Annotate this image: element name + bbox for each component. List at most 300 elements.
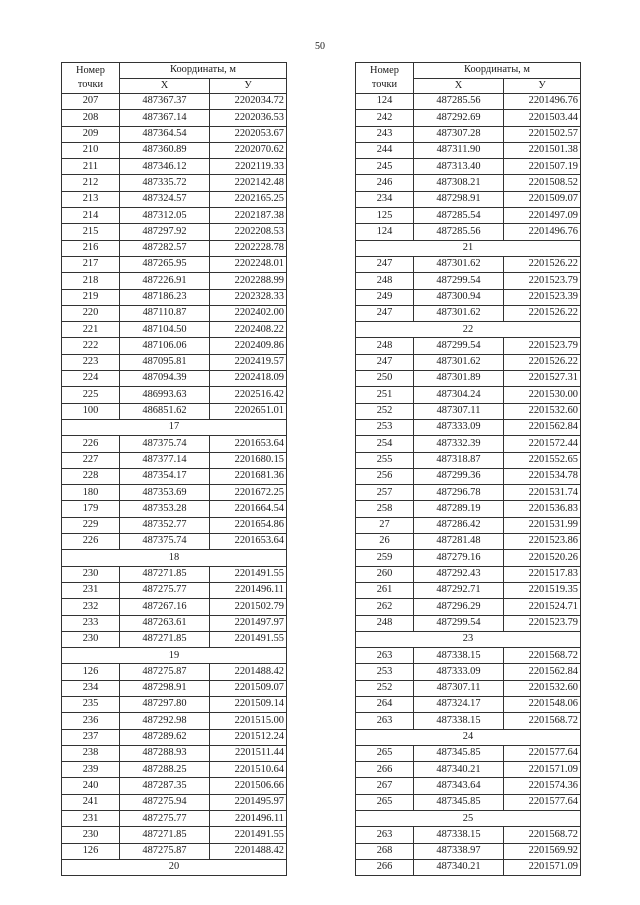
table-row [62, 680, 287, 696]
point-number-header-line1: Номер [76, 64, 105, 76]
x-coordinate-cell: 487307.28 [414, 126, 504, 142]
table-row [356, 615, 581, 631]
point-number-cell: 124 [356, 94, 414, 110]
point-number-cell: 239 [62, 762, 120, 778]
point-number-cell: 263 [356, 713, 414, 729]
group-header-row [62, 550, 287, 566]
point-number-cell: 267 [356, 778, 414, 794]
table-row [62, 322, 287, 338]
x-coordinate-cell: 487353.28 [120, 501, 210, 517]
point-number-header-line2: точки [77, 79, 104, 90]
y-coordinate-cell: 2201497.97 [210, 615, 287, 631]
x-coordinate-cell: 487110.87 [120, 305, 210, 321]
table-row [62, 713, 287, 729]
point-number-cell: 225 [62, 387, 120, 403]
table-row [62, 566, 287, 582]
table-row [356, 256, 581, 272]
y-coordinate-cell: 2201681.36 [210, 468, 287, 484]
x-coordinate-cell: 487343.64 [414, 778, 504, 794]
point-number-cell: 248 [356, 615, 414, 631]
y-coordinate-cell: 2201526.22 [504, 305, 581, 321]
y-coordinate-cell: 2201562.84 [504, 419, 581, 435]
table-row [62, 452, 287, 468]
table-row [62, 599, 287, 615]
y-coordinate-cell: 2201506.66 [210, 778, 287, 794]
point-number-cell: 247 [356, 354, 414, 370]
y-coordinate-cell: 2202034.72 [210, 94, 287, 110]
y-coordinate-cell: 2201572.44 [504, 436, 581, 452]
table-row [62, 159, 287, 175]
group-number: 21 [356, 240, 581, 256]
table-row [356, 191, 581, 207]
group-number: 20 [62, 859, 287, 875]
x-coordinate-cell: 487104.50 [120, 322, 210, 338]
x-coordinate-cell: 487292.69 [414, 110, 504, 126]
x-coordinate-cell: 487338.15 [414, 827, 504, 843]
group-number: 25 [356, 811, 581, 827]
table-row [356, 338, 581, 354]
y-coordinate-cell: 2201519.35 [504, 582, 581, 598]
point-number-cell: 261 [356, 582, 414, 598]
x-coordinate-cell: 487324.57 [120, 191, 210, 207]
x-coordinate-cell: 487377.14 [120, 452, 210, 468]
x-coordinate-cell: 487095.81 [120, 354, 210, 370]
point-number-cell: 234 [356, 191, 414, 207]
point-number-cell: 223 [62, 354, 120, 370]
y-coordinate-cell: 2202402.00 [210, 305, 287, 321]
table-row [62, 256, 287, 272]
x-coordinate-cell: 487313.40 [414, 159, 504, 175]
y-coordinate-cell: 2201680.15 [210, 452, 287, 468]
point-number-cell: 230 [62, 827, 120, 843]
point-number-cell: 207 [62, 94, 120, 110]
y-coordinate-cell: 2201523.79 [504, 615, 581, 631]
x-coordinate-cell: 487289.62 [120, 729, 210, 745]
y-coordinate-cell: 2202142.48 [210, 175, 287, 191]
group-number: 17 [62, 419, 287, 435]
y-coordinate-cell: 2201520.26 [504, 550, 581, 566]
x-coordinate-cell: 487275.87 [120, 664, 210, 680]
x-coordinate-cell: 487271.85 [120, 631, 210, 647]
point-number-cell: 255 [356, 452, 414, 468]
table-row [62, 126, 287, 142]
x-coordinate-cell: 487332.39 [414, 436, 504, 452]
x-coordinate-cell: 487275.94 [120, 794, 210, 810]
x-coordinate-cell: 487311.90 [414, 142, 504, 158]
table-row [62, 811, 287, 827]
y-coordinate-cell: 2201526.22 [504, 256, 581, 272]
point-number-cell: 100 [62, 403, 120, 419]
point-number-header-line1: Номер [370, 64, 399, 76]
point-number-cell: 262 [356, 599, 414, 615]
table-row [356, 126, 581, 142]
x-coordinate-cell: 487292.98 [120, 713, 210, 729]
point-number-cell: 249 [356, 289, 414, 305]
y-coordinate-cell: 2201653.64 [210, 436, 287, 452]
point-number-cell: 215 [62, 224, 120, 240]
x-coordinate-cell: 487307.11 [414, 680, 504, 696]
group-header-row [356, 322, 581, 338]
x-coordinate-cell: 487286.42 [414, 517, 504, 533]
y-coordinate-cell: 2201577.64 [504, 794, 581, 810]
point-number-cell: 256 [356, 468, 414, 484]
point-number-cell: 212 [62, 175, 120, 191]
table-row [62, 289, 287, 305]
table-row [62, 745, 287, 761]
point-number-cell: 126 [62, 843, 120, 859]
y-coordinate-cell: 2201509.14 [210, 696, 287, 712]
x-coordinate-cell: 487186.23 [120, 289, 210, 305]
x-coordinate-cell: 487345.85 [414, 794, 504, 810]
y-coordinate-cell: 2201503.44 [504, 110, 581, 126]
y-coordinate-cell: 2201523.79 [504, 273, 581, 289]
point-number-cell: 217 [62, 256, 120, 272]
coordinates-table-left [61, 62, 287, 876]
group-number: 19 [62, 648, 287, 664]
point-number-cell: 245 [356, 159, 414, 175]
point-number-cell: 259 [356, 550, 414, 566]
point-number-cell: 242 [356, 110, 414, 126]
y-coordinate-cell: 2201496.76 [504, 94, 581, 110]
coordinates-header: Координаты, м [414, 63, 581, 79]
point-number-cell: 237 [62, 729, 120, 745]
group-header-row [356, 631, 581, 647]
y-coordinate-cell: 2201502.57 [504, 126, 581, 142]
point-number-cell: 266 [356, 762, 414, 778]
x-coordinate-cell: 487301.89 [414, 371, 504, 387]
table-row [62, 387, 287, 403]
group-header-row [62, 419, 287, 435]
y-coordinate-cell: 2201653.64 [210, 534, 287, 550]
point-number-cell: 219 [62, 289, 120, 305]
table-row [356, 762, 581, 778]
table-row [356, 273, 581, 289]
point-number-cell: 230 [62, 631, 120, 647]
y-coordinate-cell: 2201501.38 [504, 142, 581, 158]
table-row [62, 371, 287, 387]
y-coordinate-cell: 2201491.55 [210, 827, 287, 843]
point-number-cell: 26 [356, 534, 414, 550]
table-row [356, 696, 581, 712]
point-number-header-line2: точки [371, 79, 398, 90]
y-coordinate-cell: 2201510.64 [210, 762, 287, 778]
point-number-cell: 126 [62, 664, 120, 680]
coordinates-table-right [355, 62, 581, 876]
table-row [356, 859, 581, 875]
group-header-row [356, 811, 581, 827]
point-number-cell: 226 [62, 534, 120, 550]
table-row [62, 501, 287, 517]
y-column-header: У [210, 78, 287, 94]
table-row [62, 403, 287, 419]
group-header-row [356, 240, 581, 256]
y-coordinate-cell: 2201508.52 [504, 175, 581, 191]
table-row [62, 534, 287, 550]
point-number-cell: 213 [62, 191, 120, 207]
y-coordinate-cell: 2201568.72 [504, 713, 581, 729]
table-row [356, 354, 581, 370]
table-row [62, 436, 287, 452]
table-row [62, 338, 287, 354]
x-coordinate-cell: 487298.91 [414, 191, 504, 207]
table-row [356, 778, 581, 794]
table-row [356, 289, 581, 305]
table-row [62, 142, 287, 158]
point-number-cell: 230 [62, 566, 120, 582]
table-row [62, 582, 287, 598]
table-row [62, 762, 287, 778]
y-coordinate-cell: 2202651.01 [210, 403, 287, 419]
x-coordinate-cell: 487279.16 [414, 550, 504, 566]
point-number-cell: 124 [356, 224, 414, 240]
y-coordinate-cell: 2201654.86 [210, 517, 287, 533]
y-coordinate-cell: 2202119.33 [210, 159, 287, 175]
point-number-cell: 244 [356, 142, 414, 158]
group-header-row [62, 859, 287, 875]
table-row [62, 354, 287, 370]
table-row [62, 94, 287, 110]
x-coordinate-cell: 487299.54 [414, 273, 504, 289]
table-row [356, 582, 581, 598]
x-coordinate-cell: 487297.80 [120, 696, 210, 712]
y-coordinate-cell: 2201509.07 [210, 680, 287, 696]
table-row [356, 468, 581, 484]
table-row [356, 794, 581, 810]
table-row [62, 696, 287, 712]
x-coordinate-cell: 487360.89 [120, 142, 210, 158]
y-coordinate-cell: 2201488.42 [210, 664, 287, 680]
y-coordinate-cell: 2201532.60 [504, 680, 581, 696]
y-coordinate-cell: 2202409.86 [210, 338, 287, 354]
table-row [356, 517, 581, 533]
x-coordinate-cell: 486993.63 [120, 387, 210, 403]
table-row [62, 240, 287, 256]
x-coordinate-cell: 487301.62 [414, 354, 504, 370]
point-number-cell: 253 [356, 419, 414, 435]
y-coordinate-cell: 2201531.99 [504, 517, 581, 533]
point-number-header [356, 63, 414, 94]
y-coordinate-cell: 2201491.55 [210, 631, 287, 647]
table-row [356, 94, 581, 110]
x-coordinate-cell: 487338.15 [414, 648, 504, 664]
x-coordinate-cell: 487301.62 [414, 305, 504, 321]
table-row [356, 208, 581, 224]
x-coordinate-cell: 487345.85 [414, 745, 504, 761]
x-coordinate-cell: 487375.74 [120, 436, 210, 452]
x-coordinate-cell: 487296.29 [414, 599, 504, 615]
y-coordinate-cell: 2201571.09 [504, 762, 581, 778]
table-row [356, 664, 581, 680]
table-row [356, 566, 581, 582]
page-number: 50 [315, 41, 325, 52]
x-coordinate-cell: 486851.62 [120, 403, 210, 419]
table-row [356, 843, 581, 859]
y-coordinate-cell: 2201664.54 [210, 501, 287, 517]
table-row [356, 680, 581, 696]
table-row [356, 501, 581, 517]
table-row [62, 224, 287, 240]
x-coordinate-cell: 487340.21 [414, 859, 504, 875]
point-number-cell: 226 [62, 436, 120, 452]
point-number-cell: 260 [356, 566, 414, 582]
point-number-cell: 263 [356, 648, 414, 664]
x-coordinate-cell: 487285.54 [414, 208, 504, 224]
y-coordinate-cell: 2201517.83 [504, 566, 581, 582]
y-coordinate-cell: 2201523.39 [504, 289, 581, 305]
point-number-cell: 224 [62, 371, 120, 387]
x-coordinate-cell: 487333.09 [414, 664, 504, 680]
point-number-cell: 254 [356, 436, 414, 452]
table-row [356, 419, 581, 435]
group-header-row [62, 648, 287, 664]
y-coordinate-cell: 2201511.44 [210, 745, 287, 761]
point-number-cell: 266 [356, 859, 414, 875]
y-coordinate-cell: 2201509.07 [504, 191, 581, 207]
table-row [62, 843, 287, 859]
y-coordinate-cell: 2202516.42 [210, 387, 287, 403]
y-coordinate-cell: 2202408.22 [210, 322, 287, 338]
point-number-cell: 232 [62, 599, 120, 615]
x-coordinate-cell: 487353.69 [120, 485, 210, 501]
x-coordinate-cell: 487275.77 [120, 811, 210, 827]
point-number-cell: 208 [62, 110, 120, 126]
table-row [62, 273, 287, 289]
x-coordinate-cell: 487364.54 [120, 126, 210, 142]
x-coordinate-cell: 487299.54 [414, 338, 504, 354]
y-coordinate-cell: 2201531.74 [504, 485, 581, 501]
point-number-cell: 240 [62, 778, 120, 794]
x-coordinate-cell: 487338.97 [414, 843, 504, 859]
point-number-cell: 222 [62, 338, 120, 354]
table-row [62, 615, 287, 631]
point-number-cell: 221 [62, 322, 120, 338]
point-number-header [62, 63, 120, 94]
x-coordinate-cell: 487318.87 [414, 452, 504, 468]
table-row [62, 485, 287, 501]
x-coordinate-cell: 487352.77 [120, 517, 210, 533]
x-coordinate-cell: 487271.85 [120, 827, 210, 843]
y-coordinate-cell: 2201496.11 [210, 582, 287, 598]
point-number-cell: 264 [356, 696, 414, 712]
y-coordinate-cell: 2202036.53 [210, 110, 287, 126]
table-row [356, 534, 581, 550]
x-coordinate-cell: 487304.24 [414, 387, 504, 403]
y-coordinate-cell: 2201548.06 [504, 696, 581, 712]
point-number-cell: 247 [356, 305, 414, 321]
y-coordinate-cell: 2201536.83 [504, 501, 581, 517]
x-coordinate-cell: 487226.91 [120, 273, 210, 289]
y-coordinate-cell: 2201571.09 [504, 859, 581, 875]
point-number-cell: 209 [62, 126, 120, 142]
table-row [356, 827, 581, 843]
table-row [356, 599, 581, 615]
x-coordinate-cell: 487301.62 [414, 256, 504, 272]
table-row [356, 387, 581, 403]
table-row [62, 827, 287, 843]
y-coordinate-cell: 2201552.65 [504, 452, 581, 468]
point-number-cell: 268 [356, 843, 414, 859]
point-number-cell: 233 [62, 615, 120, 631]
point-number-cell: 125 [356, 208, 414, 224]
point-number-cell: 216 [62, 240, 120, 256]
table-row [356, 485, 581, 501]
table-row [356, 175, 581, 191]
y-coordinate-cell: 2201523.79 [504, 338, 581, 354]
x-coordinate-cell: 487094.39 [120, 371, 210, 387]
point-number-cell: 250 [356, 371, 414, 387]
x-coordinate-cell: 487263.61 [120, 615, 210, 631]
y-coordinate-cell: 2201488.42 [210, 843, 287, 859]
y-coordinate-cell: 2202228.78 [210, 240, 287, 256]
y-coordinate-cell: 2201495.97 [210, 794, 287, 810]
y-coordinate-cell: 2201491.55 [210, 566, 287, 582]
y-coordinate-cell: 2201523.86 [504, 534, 581, 550]
table-row [62, 778, 287, 794]
point-number-cell: 211 [62, 159, 120, 175]
table-row [62, 794, 287, 810]
point-number-cell: 265 [356, 745, 414, 761]
table-row [356, 436, 581, 452]
y-coordinate-cell: 2201502.79 [210, 599, 287, 615]
x-coordinate-cell: 487338.15 [414, 713, 504, 729]
x-coordinate-cell: 487299.54 [414, 615, 504, 631]
y-column-header: У [504, 78, 581, 94]
x-coordinate-cell: 487271.85 [120, 566, 210, 582]
y-coordinate-cell: 2202248.01 [210, 256, 287, 272]
y-coordinate-cell: 2201526.22 [504, 354, 581, 370]
point-number-cell: 236 [62, 713, 120, 729]
y-coordinate-cell: 2201497.09 [504, 208, 581, 224]
point-number-cell: 243 [356, 126, 414, 142]
point-number-cell: 241 [62, 794, 120, 810]
table-row [62, 305, 287, 321]
point-number-cell: 228 [62, 468, 120, 484]
x-column-header: X [414, 78, 504, 94]
x-coordinate-cell: 487267.16 [120, 599, 210, 615]
y-coordinate-cell: 2201532.60 [504, 403, 581, 419]
point-number-cell: 231 [62, 811, 120, 827]
group-number: 23 [356, 631, 581, 647]
table-row [356, 713, 581, 729]
x-coordinate-cell: 487354.17 [120, 468, 210, 484]
point-number-cell: 246 [356, 175, 414, 191]
table-row [62, 664, 287, 680]
table-row [356, 142, 581, 158]
x-coordinate-cell: 487285.56 [414, 94, 504, 110]
point-number-cell: 220 [62, 305, 120, 321]
group-header-row [356, 729, 581, 745]
point-number-cell: 231 [62, 582, 120, 598]
point-number-cell: 179 [62, 501, 120, 517]
point-number-cell: 214 [62, 208, 120, 224]
x-coordinate-cell: 487340.21 [414, 762, 504, 778]
group-number: 22 [356, 322, 581, 338]
y-coordinate-cell: 2201530.00 [504, 387, 581, 403]
x-coordinate-cell: 487275.77 [120, 582, 210, 598]
x-coordinate-cell: 487289.19 [414, 501, 504, 517]
x-coordinate-cell: 487346.12 [120, 159, 210, 175]
y-coordinate-cell: 2201562.84 [504, 664, 581, 680]
x-coordinate-cell: 487324.17 [414, 696, 504, 712]
point-number-cell: 234 [62, 680, 120, 696]
group-number: 18 [62, 550, 287, 566]
x-coordinate-cell: 487367.37 [120, 94, 210, 110]
coordinates-header: Координаты, м [120, 63, 287, 79]
x-coordinate-cell: 487308.21 [414, 175, 504, 191]
y-coordinate-cell: 2202328.33 [210, 289, 287, 305]
table-row [62, 191, 287, 207]
x-coordinate-cell: 487106.06 [120, 338, 210, 354]
